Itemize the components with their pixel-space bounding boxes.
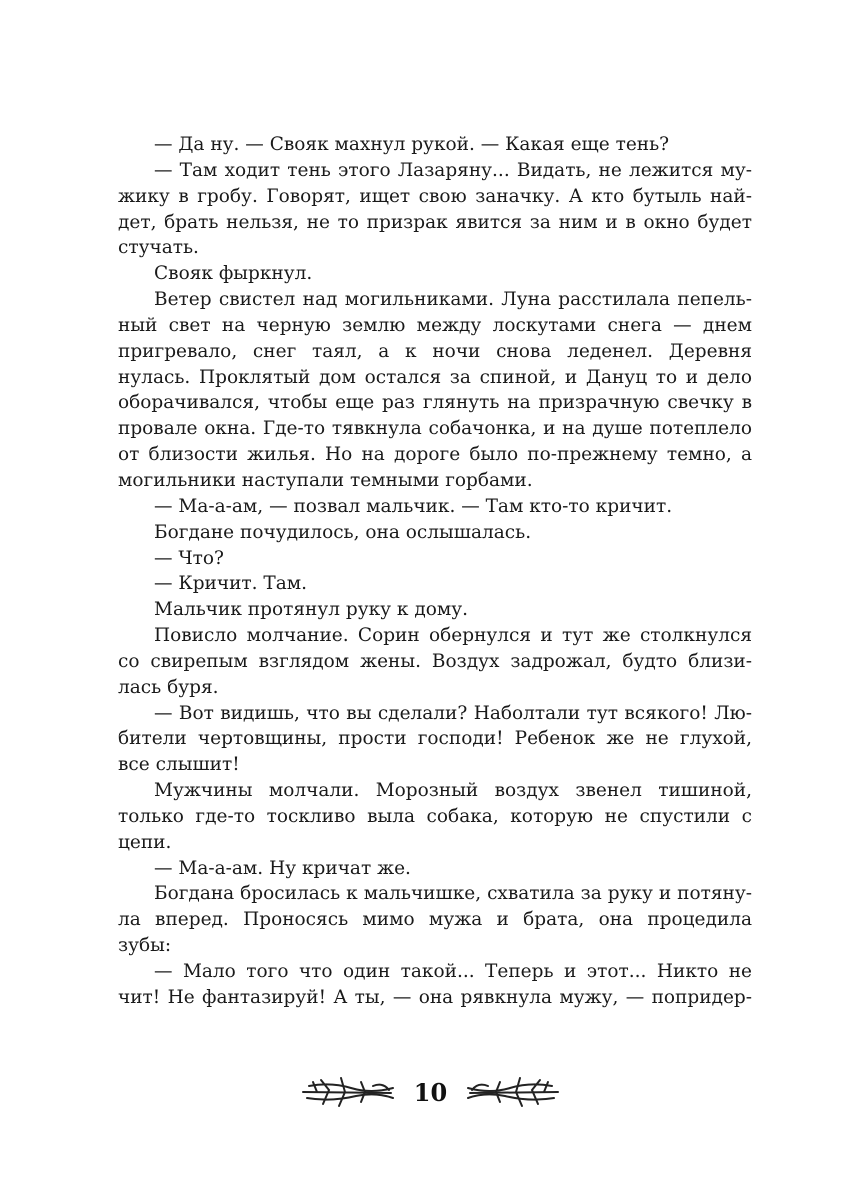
text-line: — Ма-а-ам, — позвал мальчик. — Там кто-то кричит.: [154, 495, 673, 517]
text-line: цепи.: [118, 831, 172, 853]
text-line: ный свет на черную землю между лоскутами снега — днем: [118, 314, 752, 336]
text-line: провале окна. Где-то тявкнула собачонка, и на душе потеплело: [118, 418, 752, 440]
text-line: — Там ходит тень этого Лазаряну... Видать, не лежится му-: [154, 159, 752, 181]
text-line: — Кричит. Там.: [154, 573, 308, 595]
text-line: Мальчик протянул руку к дому.: [154, 599, 469, 621]
page-body-text: [118, 132, 752, 1011]
text-line: зубы:: [118, 935, 172, 957]
text-line: чит! Не фантазируй! А ты, — она рявкнула мужу, — попридер-: [118, 986, 752, 1008]
branch-ornament-left-icon: [301, 1076, 396, 1108]
text-line: — Мало того что один такой... Теперь и этот... Никто не: [154, 961, 752, 982]
text-line: нулась. Проклятый дом остался за спиной, и Дануц то и дело: [118, 366, 752, 388]
text-line: — Вот видишь, что вы сделали? Наболтали тут всякого! Лю-: [154, 702, 752, 724]
text-line: оборачивался, чтобы еще раз глянуть на призрачную свечку в: [118, 392, 752, 414]
text-line: Мужчины молчали. Морозный воздух звенел тишиной,: [154, 780, 752, 802]
text-line: пригревало, снег таял, а к ночи снова леденел. Деревня: [118, 340, 752, 362]
text-line: могильники наступали темными горбами.: [118, 469, 533, 491]
text-line: Богдане почудилось, она ослышалась.: [154, 521, 532, 543]
text-line: ла вперед. Проносясь мимо мужа и брата, она процедила: [118, 909, 752, 931]
text-line: Ветер свистел над могильниками. Луна расстилала пепель-: [154, 289, 752, 311]
text-line: жику в гробу. Говорят, ищет свою заначку. А кто бутыль най-: [118, 185, 752, 207]
text-line: от близости жилья. Но на дороге было по-прежнему темно, а: [118, 444, 752, 466]
text-line: — Что?: [154, 547, 224, 569]
page-footer: [0, 1072, 861, 1112]
text-line: — Ма-а-ам. Ну кричат же.: [154, 857, 411, 879]
text-line: бители чертовщины, прости господи! Ребенок же не глухой,: [118, 728, 752, 750]
branch-ornament-right-icon: [465, 1076, 560, 1108]
text-line: Повисло молчание. Сорин обернулся и тут же столкнулся: [154, 625, 752, 647]
text-line: со свирепым взглядом жены. Воздух задрожал, будто близи-: [118, 650, 752, 672]
text-line: — Да ну. — Свояк махнул рукой. — Какая еще тень?: [154, 134, 670, 155]
page-number: 10: [413, 1077, 448, 1107]
text-line: стучать.: [118, 237, 199, 259]
text-line: Богдана бросилась к мальчишке, схватила за руку и потяну-: [154, 883, 752, 905]
text-line: дет, брать нельзя, не то призрак явится за ним и в окно будет: [118, 211, 752, 233]
text-line: Свояк фыркнул.: [154, 263, 313, 285]
text-line: только где-то тоскливо выла собака, которую не спустили с: [118, 805, 752, 827]
text-line: все слышит!: [118, 754, 240, 776]
text-line: лась буря.: [118, 676, 219, 698]
